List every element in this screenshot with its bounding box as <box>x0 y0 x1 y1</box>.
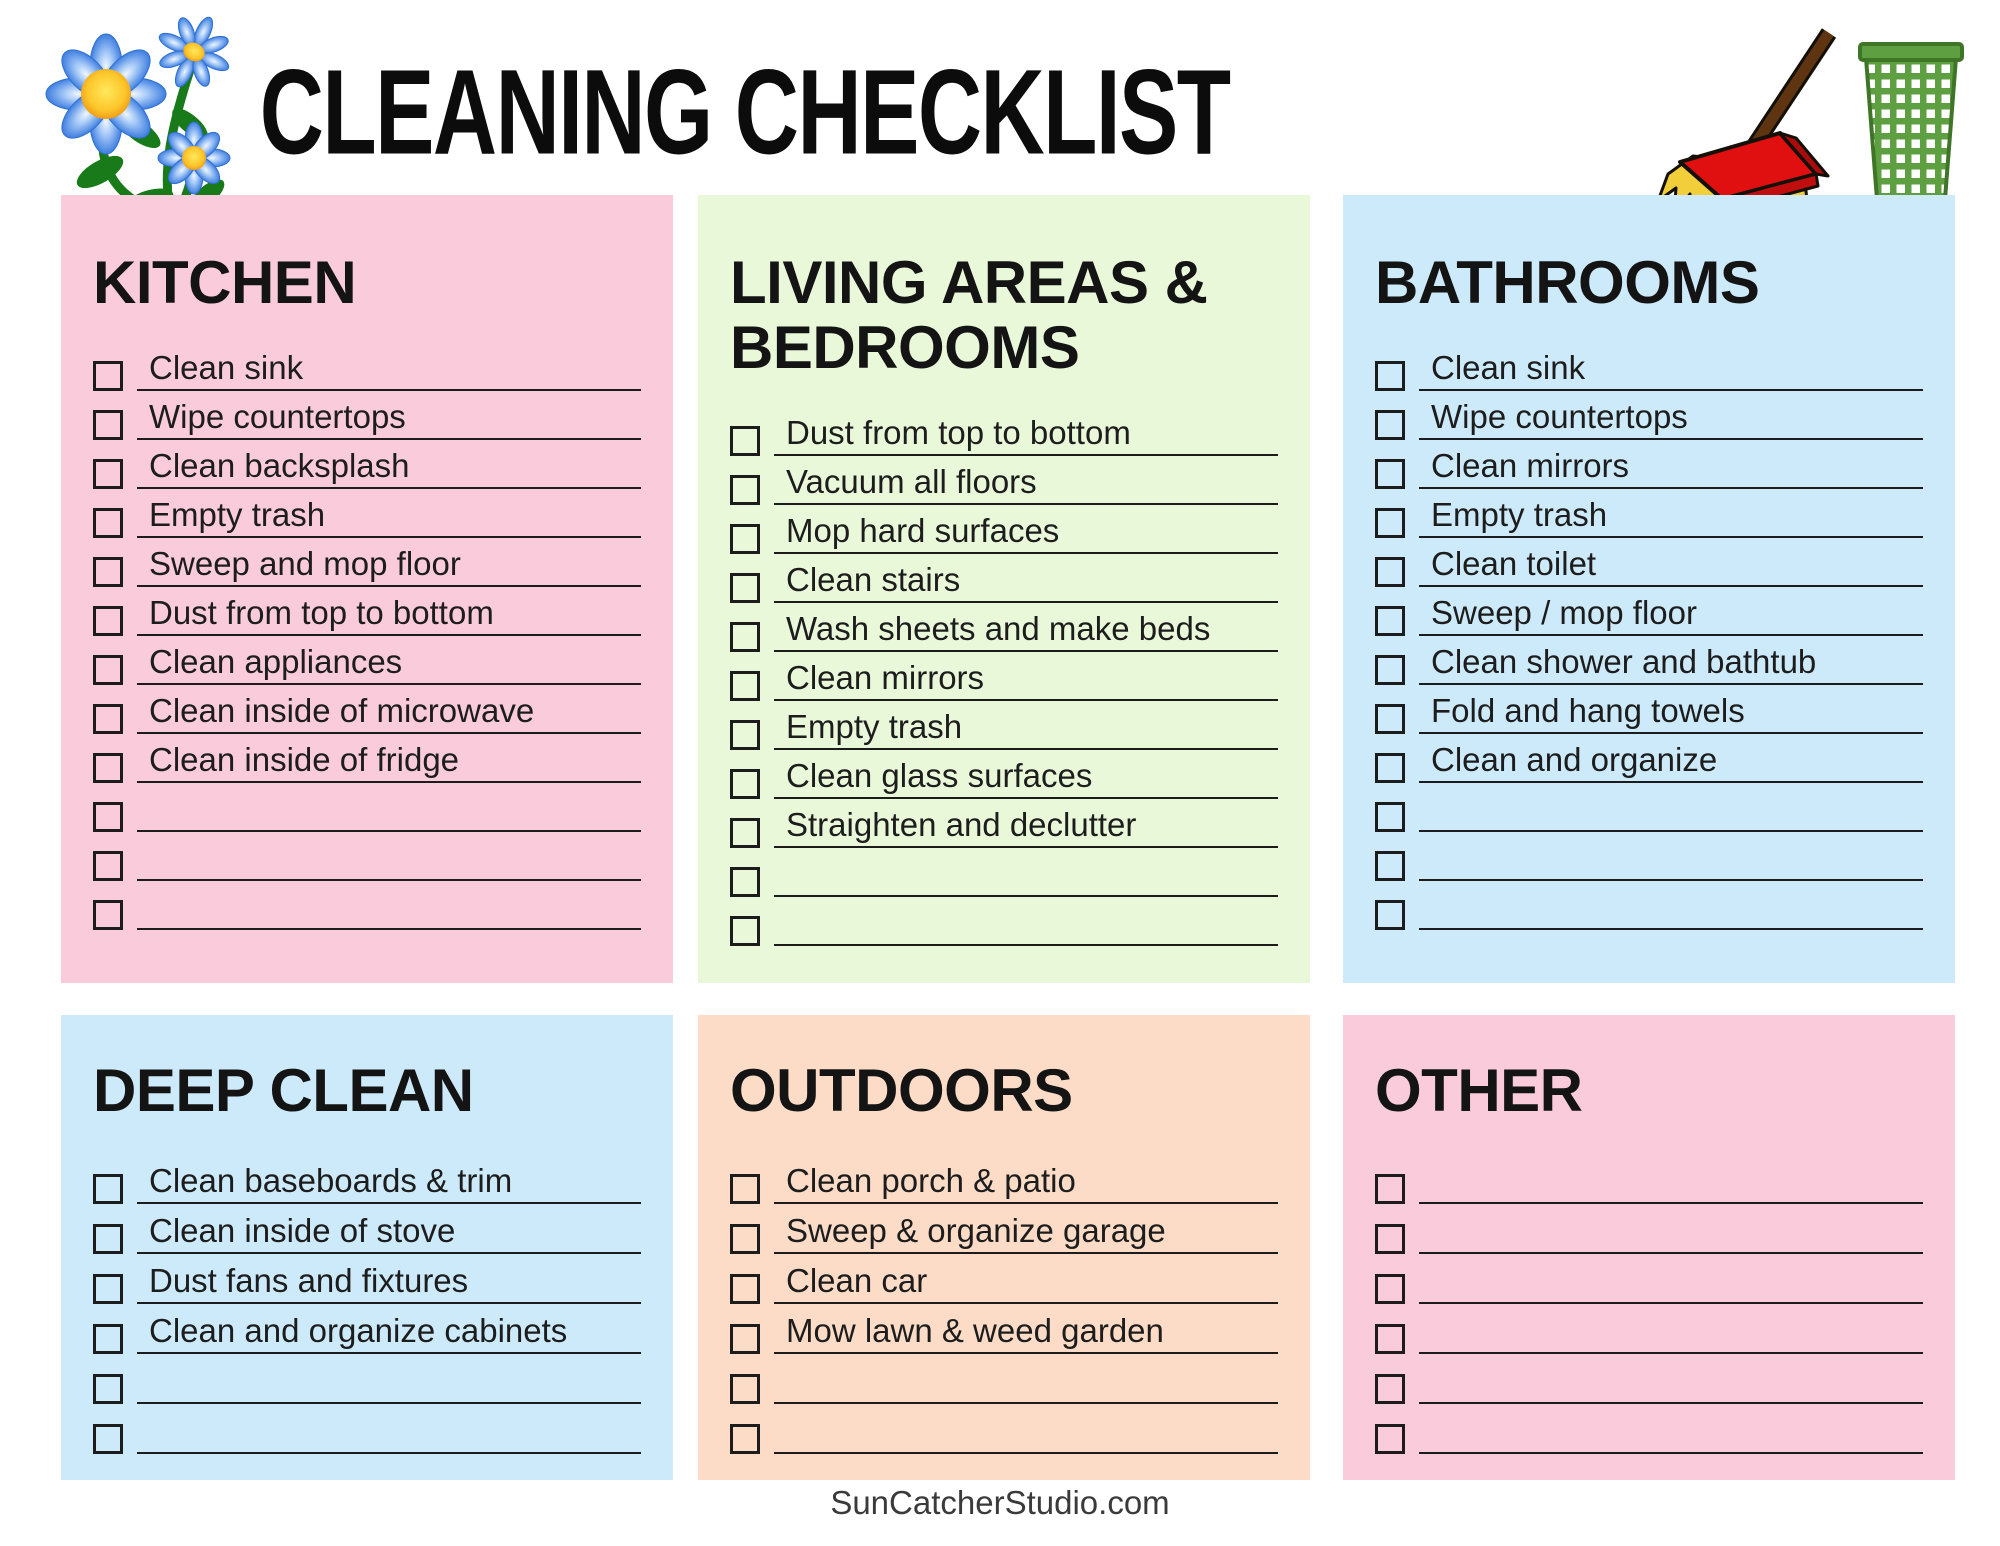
item-label: Dust from top to bottom <box>137 596 641 636</box>
item-label: Clean toilet <box>1419 547 1923 587</box>
panel-kitchen <box>61 195 673 983</box>
checkbox-icon[interactable] <box>93 753 123 783</box>
green-waste-basket-icon <box>1860 44 1962 212</box>
checkbox-icon[interactable] <box>1375 655 1405 685</box>
checklist-row <box>730 1304 1278 1354</box>
checkbox-icon[interactable] <box>1375 900 1405 930</box>
checklist-row-blank <box>1375 1404 1923 1454</box>
checkbox-icon[interactable] <box>93 802 123 832</box>
checklist <box>93 1154 641 1454</box>
checklist-row <box>1375 342 1923 391</box>
checklist-row <box>93 734 641 783</box>
checklist-row <box>1375 587 1923 636</box>
checklist-row <box>730 456 1278 505</box>
checklist-row <box>1375 685 1923 734</box>
checkbox-icon[interactable] <box>93 1324 123 1354</box>
checkbox-icon[interactable] <box>93 459 123 489</box>
checklist-row <box>93 1154 641 1204</box>
checkbox-icon[interactable] <box>730 769 760 799</box>
checklist-row-blank <box>93 1404 641 1454</box>
checkbox-icon[interactable] <box>730 1324 760 1354</box>
checkbox-icon[interactable] <box>93 655 123 685</box>
item-label: Clean sink <box>137 351 641 391</box>
checklist-row <box>93 538 641 587</box>
checkbox-icon[interactable] <box>1375 1324 1405 1354</box>
checklist-row-blank <box>730 897 1278 946</box>
checkbox-icon[interactable] <box>93 1274 123 1304</box>
checklist-row-blank <box>93 1354 641 1404</box>
checklist-row <box>93 1304 641 1354</box>
panel-title: OUTDOORS <box>730 1057 1073 1124</box>
checklist <box>1375 342 1923 930</box>
checklist-row <box>1375 636 1923 685</box>
checkbox-icon[interactable] <box>730 1374 760 1404</box>
item-label: Clean sink <box>1419 351 1923 391</box>
blank-write-in-line[interactable] <box>1419 827 1923 832</box>
item-label: Clean inside of microwave <box>137 694 641 734</box>
checklist-row <box>1375 734 1923 783</box>
item-label: Clean appliances <box>137 645 641 685</box>
item-label: Mop hard surfaces <box>774 514 1278 554</box>
panel-outdoors <box>698 1015 1310 1480</box>
checklist-row <box>730 701 1278 750</box>
checklist-row <box>730 407 1278 456</box>
checklist-row <box>730 799 1278 848</box>
blank-write-in-line[interactable] <box>1419 1199 1923 1204</box>
item-label: Sweep & organize garage <box>774 1214 1278 1254</box>
item-label: Wash sheets and make beds <box>774 612 1278 652</box>
checkbox-icon[interactable] <box>730 573 760 603</box>
item-label: Mow lawn & weed garden <box>774 1314 1278 1354</box>
checkbox-icon[interactable] <box>1375 459 1405 489</box>
checkbox-icon[interactable] <box>1375 802 1405 832</box>
checklist-row-blank <box>730 1404 1278 1454</box>
checkbox-icon[interactable] <box>1375 606 1405 636</box>
checkbox-icon[interactable] <box>730 867 760 897</box>
checkbox-icon[interactable] <box>93 851 123 881</box>
item-label: Sweep and mop floor <box>137 547 641 587</box>
checklist-row <box>93 342 641 391</box>
checkbox-icon[interactable] <box>1375 1424 1405 1454</box>
checklist-row <box>730 652 1278 701</box>
checklist-row <box>93 1204 641 1254</box>
checklist-row-blank <box>93 832 641 881</box>
panel-title: OTHER <box>1375 1057 1583 1124</box>
checklist-row <box>730 1254 1278 1304</box>
panel-title: DEEP CLEAN <box>93 1057 474 1124</box>
checklist-row <box>93 587 641 636</box>
blank-write-in-line[interactable] <box>774 941 1278 946</box>
footer-credit: SunCatcherStudio.com <box>830 1484 1170 1521</box>
checkbox-icon[interactable] <box>93 704 123 734</box>
checkbox-icon[interactable] <box>1375 1274 1405 1304</box>
item-label: Vacuum all floors <box>774 465 1278 505</box>
checklist-row <box>730 1154 1278 1204</box>
blank-write-in-line[interactable] <box>774 1399 1278 1404</box>
checkbox-icon[interactable] <box>1375 361 1405 391</box>
checklist <box>730 407 1278 946</box>
checklist-row <box>93 489 641 538</box>
item-label: Clean inside of stove <box>137 1214 641 1254</box>
checkbox-icon[interactable] <box>730 1174 760 1204</box>
checklist-row-blank <box>93 783 641 832</box>
checkbox-icon[interactable] <box>1375 704 1405 734</box>
blank-write-in-line[interactable] <box>1419 1449 1923 1454</box>
checkbox-icon[interactable] <box>93 508 123 538</box>
blank-write-in-line[interactable] <box>1419 876 1923 881</box>
checkbox-icon[interactable] <box>1375 1174 1405 1204</box>
blank-write-in-line[interactable] <box>774 1449 1278 1454</box>
panel-deep-clean <box>61 1015 673 1480</box>
page-title <box>240 44 1250 180</box>
item-label: Dust fans and fixtures <box>137 1264 641 1304</box>
checkbox-icon[interactable] <box>730 916 760 946</box>
checklist-row <box>1375 440 1923 489</box>
checklist-row <box>93 1254 641 1304</box>
checklist-row-blank <box>730 848 1278 897</box>
checklist-row <box>730 1204 1278 1254</box>
blank-write-in-line[interactable] <box>774 892 1278 897</box>
checkbox-icon[interactable] <box>730 1274 760 1304</box>
checkbox-icon[interactable] <box>730 671 760 701</box>
checklist-row-blank <box>93 881 641 930</box>
blank-write-in-line[interactable] <box>1419 1399 1923 1404</box>
checkbox-icon[interactable] <box>93 557 123 587</box>
checklist-row-blank <box>1375 783 1923 832</box>
checklist-row-blank <box>1375 881 1923 930</box>
checklist-row <box>1375 391 1923 440</box>
blank-write-in-line[interactable] <box>1419 1349 1923 1354</box>
checkbox-icon[interactable] <box>93 361 123 391</box>
checkbox-icon[interactable] <box>1375 1224 1405 1254</box>
item-label: Fold and hang towels <box>1419 694 1923 734</box>
checkbox-icon[interactable] <box>1375 851 1405 881</box>
checklist-row-blank <box>1375 1254 1923 1304</box>
item-label: Straighten and declutter <box>774 808 1278 848</box>
blank-write-in-line[interactable] <box>137 876 641 881</box>
checklist-row-blank <box>1375 832 1923 881</box>
checkbox-icon[interactable] <box>93 900 123 930</box>
panel-living-areas-bedrooms <box>698 195 1310 983</box>
panel-title: BATHROOMS <box>1375 249 1760 316</box>
checklist-row <box>93 685 641 734</box>
item-label: Clean stairs <box>774 563 1278 603</box>
blank-write-in-line[interactable] <box>137 1449 641 1454</box>
item-label: Empty trash <box>774 710 1278 750</box>
item-label: Dust from top to bottom <box>774 416 1278 456</box>
checklist-row-blank <box>730 1354 1278 1404</box>
item-label: Clean mirrors <box>774 661 1278 701</box>
blank-write-in-line[interactable] <box>1419 925 1923 930</box>
checklist-row <box>93 440 641 489</box>
checklist-row <box>730 505 1278 554</box>
checkbox-icon[interactable] <box>730 1224 760 1254</box>
item-label: Empty trash <box>137 498 641 538</box>
checkbox-icon[interactable] <box>93 1424 123 1454</box>
checklist <box>730 1154 1278 1454</box>
item-label: Clean glass surfaces <box>774 759 1278 799</box>
checkbox-icon[interactable] <box>1375 753 1405 783</box>
checklist-row-blank <box>1375 1204 1923 1254</box>
checklist-row <box>730 554 1278 603</box>
blank-write-in-line[interactable] <box>1419 1299 1923 1304</box>
checkbox-icon[interactable] <box>93 1174 123 1204</box>
checkbox-icon[interactable] <box>730 818 760 848</box>
item-label: Clean baseboards & trim <box>137 1164 641 1204</box>
checklist-row-blank <box>1375 1304 1923 1354</box>
checkbox-icon[interactable] <box>730 1424 760 1454</box>
item-label: Clean porch & patio <box>774 1164 1278 1204</box>
item-label: Clean shower and bathtub <box>1419 645 1923 685</box>
page-title-text: CLEANING CHECKLIST <box>260 44 1230 180</box>
checklist-row-blank <box>1375 1154 1923 1204</box>
checklist-row <box>730 750 1278 799</box>
checklist-row <box>730 603 1278 652</box>
checkbox-icon[interactable] <box>1375 557 1405 587</box>
item-label: Empty trash <box>1419 498 1923 538</box>
checkbox-icon[interactable] <box>1375 1374 1405 1404</box>
item-label: Clean mirrors <box>1419 449 1923 489</box>
blank-write-in-line[interactable] <box>1419 1249 1923 1254</box>
checkbox-icon[interactable] <box>93 410 123 440</box>
item-label: Wipe countertops <box>1419 400 1923 440</box>
panel-title: LIVING AREAS & BEDROOMS <box>730 249 1208 381</box>
panel-bathrooms <box>1343 195 1955 983</box>
blank-write-in-line[interactable] <box>137 1399 641 1404</box>
checkbox-icon[interactable] <box>93 606 123 636</box>
checkbox-icon[interactable] <box>1375 508 1405 538</box>
checkbox-icon[interactable] <box>93 1374 123 1404</box>
checklist-row <box>1375 538 1923 587</box>
checkbox-icon[interactable] <box>93 1224 123 1254</box>
checkbox-icon[interactable] <box>730 524 760 554</box>
checklist <box>1375 1154 1923 1454</box>
checkbox-icon[interactable] <box>730 622 760 652</box>
checklist-row <box>1375 489 1923 538</box>
blank-write-in-line[interactable] <box>137 827 641 832</box>
item-label: Clean and organize cabinets <box>137 1314 641 1354</box>
blank-write-in-line[interactable] <box>137 925 641 930</box>
checklist <box>93 342 641 930</box>
panel-other <box>1343 1015 1955 1480</box>
item-label: Sweep / mop floor <box>1419 596 1923 636</box>
checklist-row-blank <box>1375 1354 1923 1404</box>
checkbox-icon[interactable] <box>730 720 760 750</box>
item-label: Clean car <box>774 1264 1278 1304</box>
checkbox-icon[interactable] <box>730 426 760 456</box>
item-label: Wipe countertops <box>137 400 641 440</box>
checkbox-icon[interactable] <box>1375 410 1405 440</box>
item-label: Clean backsplash <box>137 449 641 489</box>
panel-title: KITCHEN <box>93 249 357 316</box>
checkbox-icon[interactable] <box>730 475 760 505</box>
checklist-row <box>93 636 641 685</box>
item-label: Clean inside of fridge <box>137 743 641 783</box>
item-label: Clean and organize <box>1419 743 1923 783</box>
checklist-row <box>93 391 641 440</box>
